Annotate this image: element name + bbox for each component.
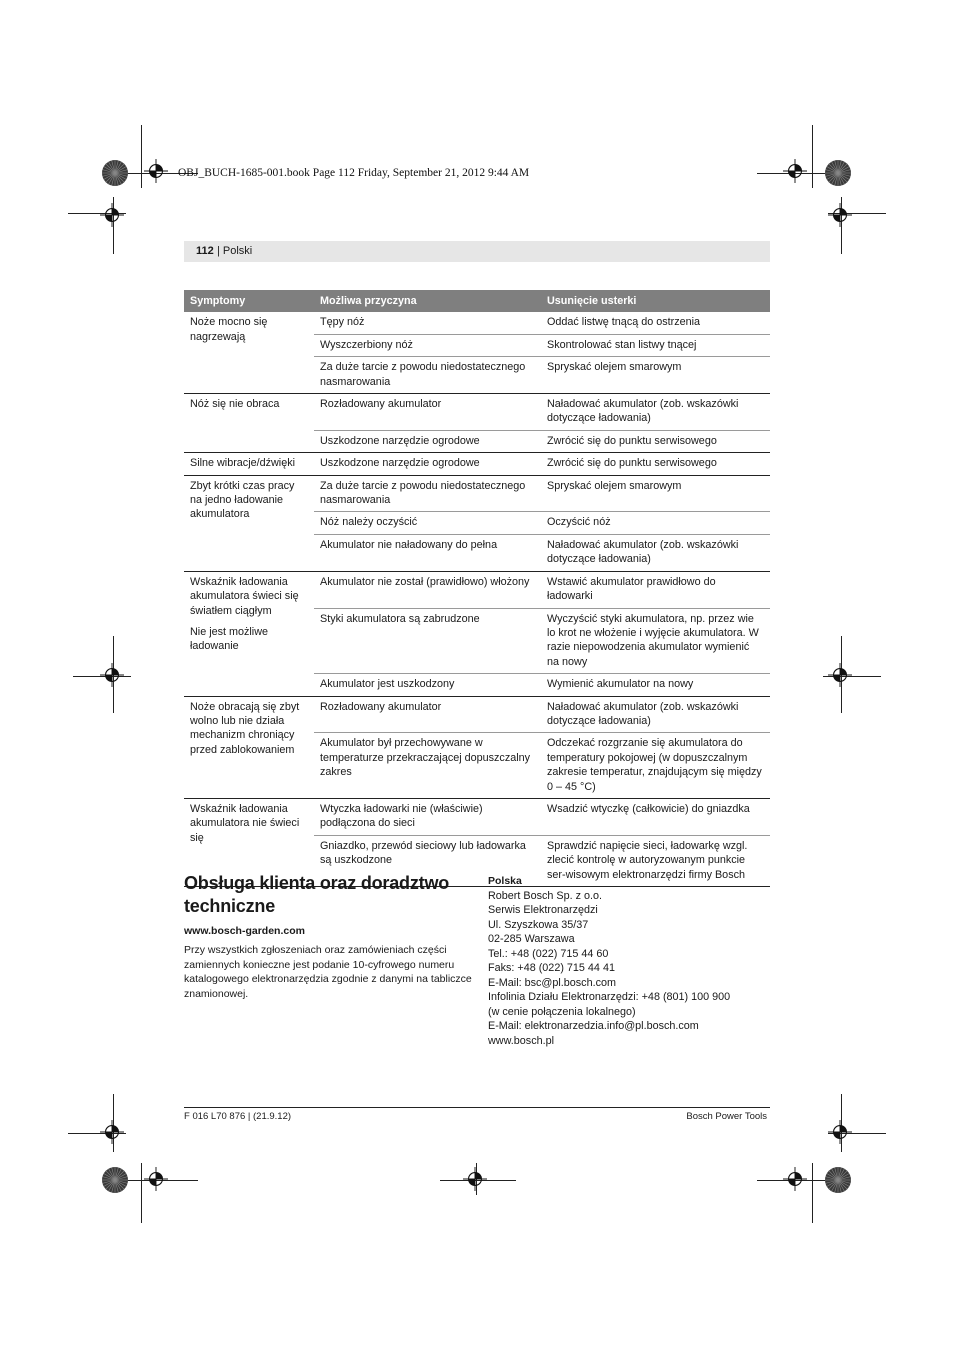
color-target-icon xyxy=(824,1166,852,1194)
symptom-text: Wskaźnik ładowania akumulatora nie świeci się xyxy=(190,802,300,844)
table-row xyxy=(184,312,770,334)
cause-cell: Tępy nóż xyxy=(314,312,541,334)
remedy-cell: Wyczyścić styki akumulatora, np. przez wie lo krot ne włożenie i wyjęcie akumulatora. W razie niepowodzenia akumulator wymienić na nowy xyxy=(541,608,770,674)
footer-divider xyxy=(184,1107,770,1108)
page-number: 112 xyxy=(196,245,214,257)
color-target-icon xyxy=(824,159,852,187)
contact-line: Robert Bosch Sp. z o.o. xyxy=(488,889,603,902)
remedy-cell: Wsadzić wtyczkę (całkowicie) do gniazdka xyxy=(541,798,770,835)
cause-cell: Za duże tarcie z powodu niedostatecznego nasmarowania xyxy=(314,475,541,512)
website-link[interactable]: www.bosch-garden.com xyxy=(184,925,305,937)
symptom-text: Noże obracają się zbyt wolno lub nie działa mechanizm chroniący przed zablokowaniem xyxy=(190,700,300,756)
cause-cell: Nóż należy oczyścić xyxy=(314,512,541,534)
contact-line: www.bosch.pl xyxy=(488,1034,555,1047)
page-language: | Polski xyxy=(217,245,253,257)
cause-cell: Rozładowany akumulator xyxy=(314,394,541,431)
remedy-cell: Wymienić akumulator na nowy xyxy=(541,674,770,696)
remedy-cell: Spryskać olejem smarowym xyxy=(541,475,770,512)
contact-line: Faks: +48 (022) 715 44 41 xyxy=(488,962,615,974)
table-row xyxy=(184,571,770,608)
cause-cell: Wyszczerbiony nóż xyxy=(314,334,541,356)
color-target-icon xyxy=(101,159,129,187)
remedy-cell: Naładować akumulator (zob. wskazówki dotyczące ładowania) xyxy=(541,696,770,733)
cause-cell: Za duże tarcie z powodu niedostatecznego nasmarowania xyxy=(314,357,541,394)
table-header-row xyxy=(184,290,770,312)
remedy-cell: Sprawdzić napięcie sieci, ładowarkę wzgl. zlecić kontrolę w autoryzowanym punkcie ser-wisowym elektronarzędzi firmy Bosch xyxy=(541,835,770,886)
cause-cell: Rozładowany akumulator xyxy=(314,696,541,733)
cause-cell: Uszkodzone narzędzie ogrodowe xyxy=(314,430,541,452)
contact-line: E-Mail: elektronarzedzia.info@pl.bosch.com xyxy=(488,1020,699,1032)
remedy-cell: Oczyścić nóż xyxy=(541,512,770,534)
symptom-cell xyxy=(184,453,314,475)
header-cause: Możliwa przyczyna xyxy=(314,290,541,312)
contact-line: Serwis Elektronarzędzi xyxy=(488,904,598,916)
cause-cell: Akumulator był przechowywane w temperaturze przekraczającej dopuszczalny zakres xyxy=(314,733,541,799)
contact-line: Ul. Szyszkowa 35/37 xyxy=(488,918,589,931)
symptom-text: Noże mocno się nagrzewają xyxy=(190,316,268,343)
symptom-text: Zbyt krótki czas pracy na jedno ładowanie akumulatora xyxy=(190,479,295,521)
contact-country: Polska xyxy=(488,875,522,887)
header-remedy: Usunięcie usterki xyxy=(541,290,770,312)
remedy-cell: Odczekać rozgrzanie się akumulatora do temperatury pokojowej (w dopuszczalnym zakresie temperatur, znajdującym się między 0 – 45 °C) xyxy=(541,733,770,799)
registration-mark-icon xyxy=(100,1120,124,1144)
header-symptoms: Symptomy xyxy=(184,290,314,312)
cause-cell: Akumulator nie naładowany do pełna xyxy=(314,534,541,571)
registration-mark-icon xyxy=(828,203,852,227)
symptom-cell xyxy=(184,571,314,696)
remedy-cell: Wstawić akumulator prawidłowo do ładowarki xyxy=(541,571,770,608)
table-row xyxy=(184,394,770,431)
symptom-text: Nie jest możliwe ładowanie xyxy=(190,625,268,653)
contact-line: Tel.: +48 (022) 715 44 60 xyxy=(488,947,609,960)
crop-mark xyxy=(141,125,142,188)
troubleshooting-table xyxy=(184,290,770,887)
table-row xyxy=(184,453,770,475)
cause-cell: Uszkodzone narzędzie ogrodowe xyxy=(314,453,541,475)
symptom-cell xyxy=(184,696,314,798)
registration-mark-icon xyxy=(144,1167,168,1191)
footer-brand: Bosch Power Tools xyxy=(686,1111,767,1122)
registration-mark-icon xyxy=(100,663,124,687)
contact-line: 02-285 Warszawa xyxy=(488,933,575,945)
remedy-cell: Zwrócić się do punktu serwisowego xyxy=(541,453,770,475)
cause-cell: Wtyczka ładowarki nie (właściwie) podłączona do sieci xyxy=(314,798,541,835)
remedy-cell: Naładować akumulator (zob. wskazówki dotyczące ładowania) xyxy=(541,534,770,571)
registration-mark-icon xyxy=(144,159,168,183)
section-title: Obsługa klienta oraz doradztwo techniczne xyxy=(184,873,450,916)
symptom-cell xyxy=(184,312,314,393)
symptom-text: Nóż się nie obraca xyxy=(190,398,280,411)
color-target-icon xyxy=(101,1166,129,1194)
cause-cell: Akumulator jest uszkodzony xyxy=(314,674,541,696)
table-row xyxy=(184,696,770,733)
registration-mark-icon xyxy=(100,203,124,227)
table-row xyxy=(184,798,770,835)
remedy-cell: Naładować akumulator (zob. wskazówki dotyczące ładowania) xyxy=(541,394,770,431)
symptom-cell xyxy=(184,475,314,571)
symptom-text: Silne wibracje/dźwięki xyxy=(190,457,296,470)
remedy-cell: Zwrócić się do punktu serwisowego xyxy=(541,430,770,452)
page-header xyxy=(184,241,770,262)
cause-cell: Styki akumulatora są zabrudzone xyxy=(314,608,541,674)
remedy-cell: Skontrolować stan listwy tnącej xyxy=(541,334,770,356)
table-row xyxy=(184,475,770,512)
contact-line: Infolinia Działu Elektronarzędzi: +48 (801) 100 900 xyxy=(488,991,731,1003)
registration-mark-icon xyxy=(828,1120,852,1144)
footer-doc-code: F 016 L70 876 | (21.9.12) xyxy=(184,1111,292,1122)
crop-mark xyxy=(812,125,813,188)
registration-mark-icon xyxy=(783,1167,807,1191)
symptom-cell xyxy=(184,394,314,453)
cause-cell: Akumulator nie został (prawidłowo) włożony xyxy=(314,571,541,608)
file-header: OBJ_BUCH-1685-001.book Page 112 Friday, September 21, 2012 9:44 AM xyxy=(178,167,530,179)
crop-mark xyxy=(812,1163,813,1223)
registration-mark-icon xyxy=(783,159,807,183)
symptom-text: Wskaźnik ładowania akumulatora świeci się światłem ciągłym xyxy=(190,575,299,617)
contact-line: E-Mail: bsc@pl.bosch.com xyxy=(488,976,616,989)
registration-mark-icon xyxy=(463,1167,487,1191)
registration-mark-icon xyxy=(828,663,852,687)
remedy-cell: Spryskać olejem smarowym xyxy=(541,357,770,394)
service-paragraph: Przy wszystkich zgłoszeniach oraz zamówieniach części zamiennych konieczne jest podanie 10-cyfrowego numeru katalogowego elektronarzędzia zgodnie z danymi na tabliczce znamionowej. xyxy=(184,944,472,1000)
contact-line: (w cenie połączenia lokalnego) xyxy=(488,1005,636,1018)
crop-mark xyxy=(141,1163,142,1223)
remedy-cell: Oddać listwę tnącą do ostrzenia xyxy=(541,312,770,334)
contact-block xyxy=(488,874,778,1048)
cause-cell: Gniazdko, przewód sieciowy lub ładowarka są uszkodzone xyxy=(314,835,541,886)
